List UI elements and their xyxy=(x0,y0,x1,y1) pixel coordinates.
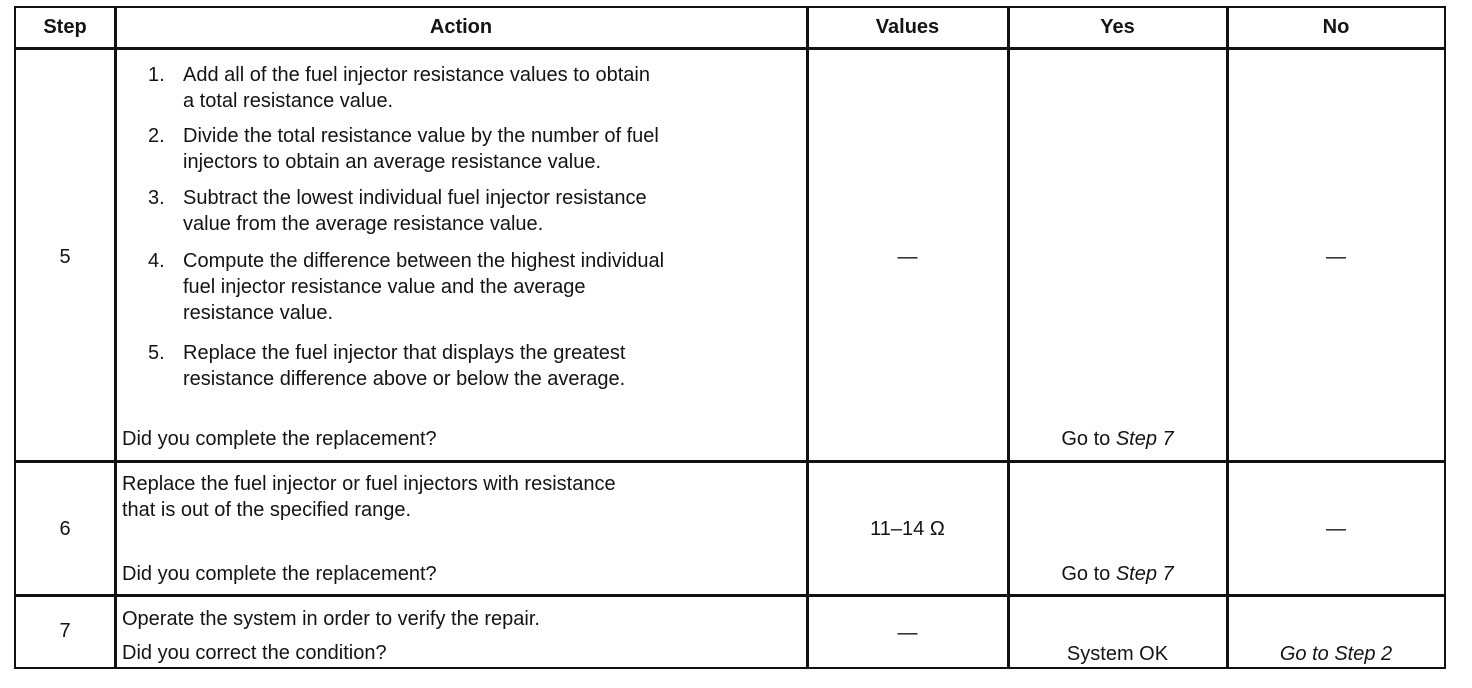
col-divider-yes xyxy=(1226,6,1229,669)
list-item-line: value from the average resistance value. xyxy=(183,213,544,235)
list-item-line: Replace the fuel injector that displays the greatest xyxy=(183,342,626,364)
list-item-line: injectors to obtain an average resistance value. xyxy=(183,151,602,173)
list-item-line: Add all of the fuel injector resistance values to obtain xyxy=(183,64,650,86)
col-divider-step xyxy=(114,6,117,669)
list-number: 3. xyxy=(148,187,165,209)
list-item-line: Compute the difference between the highest individual xyxy=(183,250,665,272)
step-number-5: 5 xyxy=(59,246,71,268)
yes-prefix: Go to xyxy=(1061,428,1116,450)
header-yes: Yes xyxy=(1100,16,1135,38)
action-line: Operate the system in order to verify the repair. xyxy=(122,608,540,630)
yes-step-link[interactable]: Step 7 xyxy=(1115,563,1174,585)
no-step-link[interactable]: Go to Step 2 xyxy=(1279,643,1393,665)
list-item-line: fuel injector resistance value and the average xyxy=(183,276,586,298)
header-no: No xyxy=(1322,16,1350,38)
values-dash: — xyxy=(897,246,918,268)
no-dash: — xyxy=(1326,518,1346,540)
header-action: Action xyxy=(429,16,493,38)
row-divider-5-6 xyxy=(14,460,1446,463)
list-item-line: resistance value. xyxy=(183,302,334,324)
yes-action: System OK xyxy=(1066,643,1169,665)
values-range: 11–14 Ω xyxy=(870,518,945,540)
list-item-line: a total resistance value. xyxy=(183,90,394,112)
yes-prefix: Go to xyxy=(1061,563,1116,585)
action-line: that is out of the specified range. xyxy=(122,499,412,521)
list-number: 4. xyxy=(148,250,165,272)
list-number: 1. xyxy=(148,64,165,86)
yes-action xyxy=(1009,426,1226,452)
yes-step-link[interactable]: Step 7 xyxy=(1115,428,1174,450)
yes-action xyxy=(1009,561,1226,587)
list-item-line: Divide the total resistance value by the number of fuel xyxy=(183,125,659,147)
col-divider-action xyxy=(806,6,809,669)
step-question: Did you complete the replacement? xyxy=(122,563,437,585)
values-dash: — xyxy=(897,622,918,644)
list-number: 2. xyxy=(148,125,165,147)
list-item-line: Subtract the lowest individual fuel injector resistance xyxy=(183,187,647,209)
header-step: Step xyxy=(43,16,87,38)
step-number-6: 6 xyxy=(59,518,71,540)
step-question: Did you complete the replacement? xyxy=(122,428,437,450)
step-question: Did you correct the condition? xyxy=(122,642,387,664)
no-dash: — xyxy=(1326,246,1346,268)
row-divider-6-7 xyxy=(14,594,1446,597)
action-line: Replace the fuel injector or fuel injectors with resistance xyxy=(122,473,616,495)
list-item-line: resistance difference above or below the average. xyxy=(183,368,626,390)
step-number-7: 7 xyxy=(59,620,71,642)
list-number: 5. xyxy=(148,342,165,364)
header-divider xyxy=(14,47,1446,50)
header-values: Values xyxy=(875,16,940,38)
